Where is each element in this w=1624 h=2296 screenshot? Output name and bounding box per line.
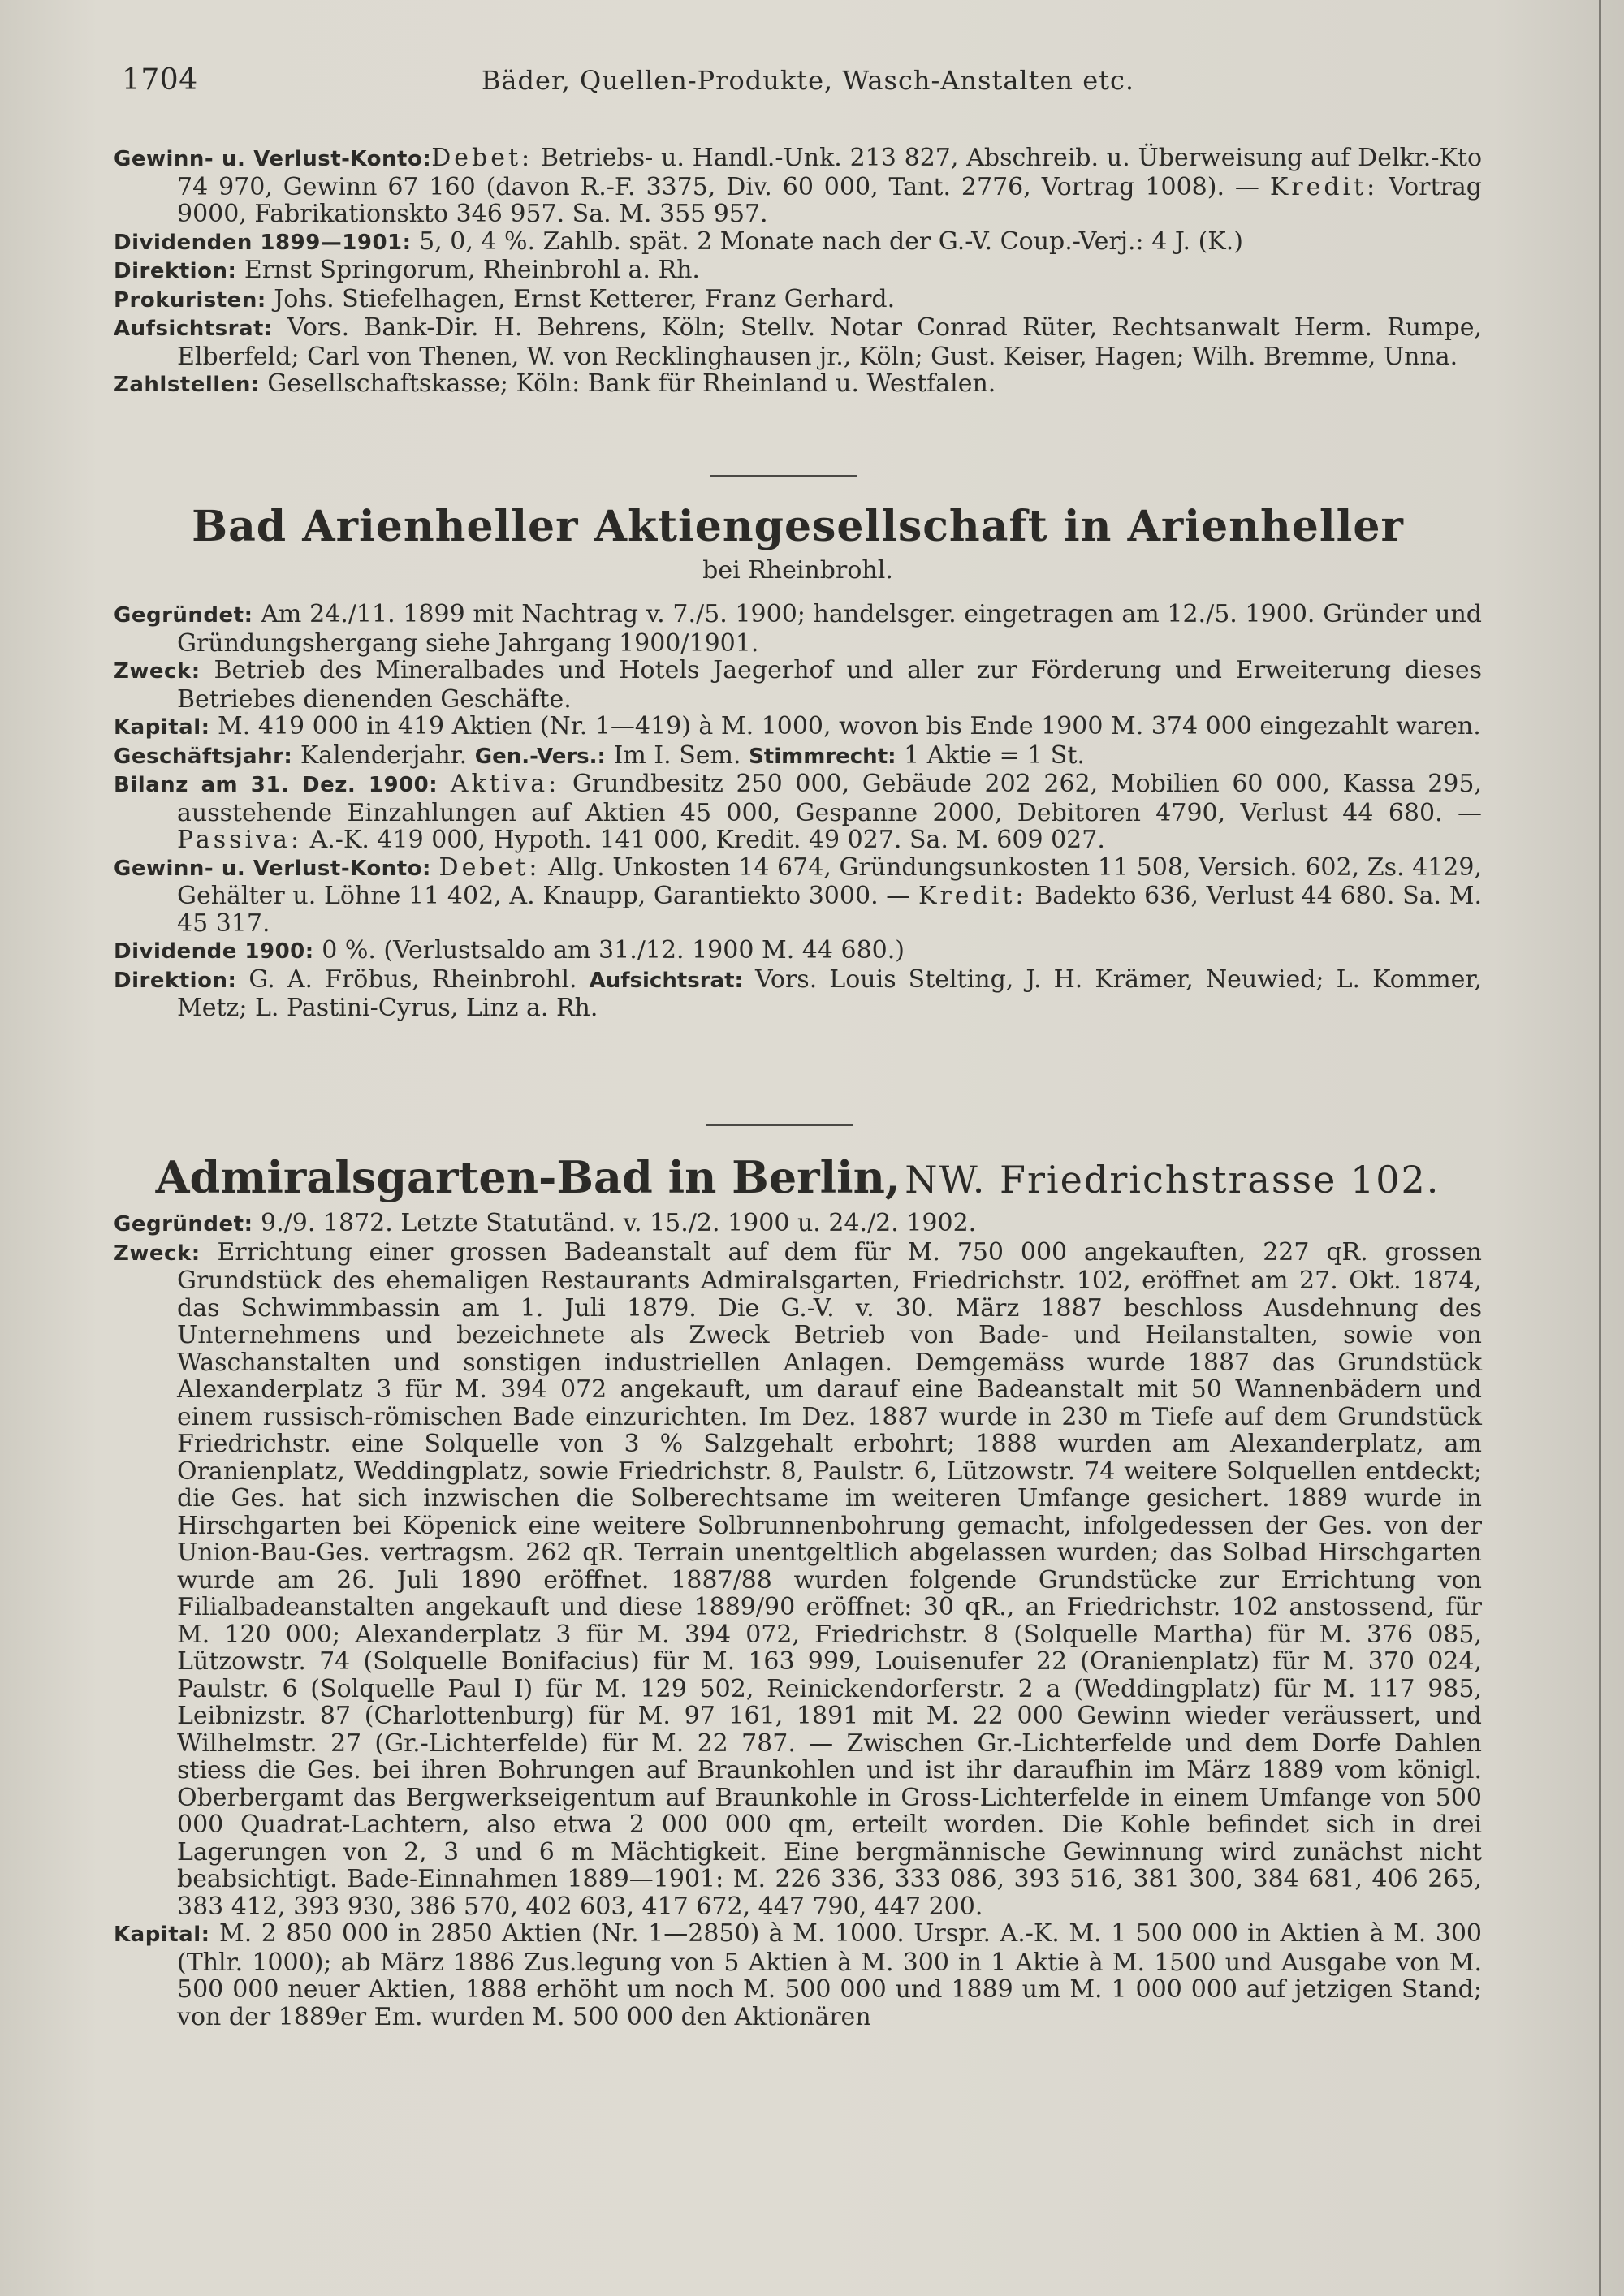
prev-company-section [114,145,1482,399]
company1-subtitle: bei Rheinbrohl. [702,556,893,585]
gegruendet-entry: Gegründet: Am 24./11. 1899 mit Nachtrag v. 7./5. 1900; handelsger. eingetragen am 12./5. 1900. Gründer und Gründungshergang siehe Jahrgang 1900/1901. [114,600,1482,658]
prev-dividenden-entry: Dividenden 1899—1901: 5, 0, 4 %. Zahlb. spät. 2 Monate nach der G.-V. Coup.-Verj.: 4 J. (K.) [114,227,1243,256]
kapital-entry: Kapital: M. 419 000 in 419 Aktien (Nr. 1—419) à M. 1000, wovon bis Ende 1900 M. 374 000 eingezahlt waren. [114,712,1481,740]
prev-zahlstellen-entry: Zahlstellen: Gesellschaftskasse; Köln: Bank für Rheinland u. Westfalen. [114,369,996,398]
entry-label: Kapital: [114,1923,210,1947]
dividende-entry: Dividende 1900: 0 %. (Verlustsaldo am 31./12. 1900 M. 44 680.) [114,936,905,965]
company2-section [114,1210,1482,2031]
section-divider [706,1124,853,1126]
zweck-entry: Zweck: Betrieb des Mineralbades und Hotels Jaegerhof und aller zur Förderung und Erweiterung dieses Betriebes dienenden Geschäfte. [114,656,1482,714]
entry-label: Prokuristen: [114,287,266,313]
bilanz-entry: Bilanz am 31. Dez. 1900: Aktiva: Grundbesitz 250 000, Gebäude 202 262, Mobilien 60 000, Kassa 295, ausstehende Einzahlungen auf Aktien 45 000, Gespanne 2000, Debitoren 4790, Verlust 44 680. — Passiva: A.-K. 419 000, Hypoth. 141 000, Kredit. 49 027. Sa. M. 609 027. [114,770,1482,854]
direktion-entry: Direktion: G. A. Fröbus, Rheinbrohl. Aufsichtsrat: Vors. Louis Stelting, J. H. Krämer, Neuwied; L. Kommer, Metz; L. Pastini-Cyrus, Linz a. Rh. [114,965,1482,1022]
page-edge-line [1599,0,1601,2296]
prev-gewinn-entry: Gewinn- u. Verlust-Konto:Debet: Betriebs- u. Handl.-Unk. 213 827, Abschreib. u. Überweisung auf Delkr.-Kto 74 970, Gewinn 67 160 (davon R.-F. 3375, Div. 60 000, Tant. 2776, Vortrag 1008). — Kredit: Vortrag 9000, Fabrikationskto 346 957. Sa. M. 355 957. [114,144,1483,228]
geschaeftsjahr-entry: Geschäftsjahr: Kalenderjahr. Gen.-Vers.: Im I. Sem. Stimmrecht: 1 Aktie = 1 St. [114,740,1085,770]
kapital-entry: Kapital: M. 2 850 000 in 2850 Aktien (Nr. 1—2850) à M. 1000. Urspr. A.-K. M. 1 500 000 in Aktien à M. 300 (Thlr. 1000); ab März 1886 Zus.legung von 5 Aktien à M. 300 in 1 Aktie à M. 1500 und Ausgabe von M. 500 000 neuer Aktien, 1888 erhöht um noch M. 500 000 und 1889 um M. 1 000 000 auf jetzigen Stand; von der 1889er Em. wurden M. 500 000 den Aktionären [114,1919,1482,2031]
prev-prokuristen-entry: Prokuristen: Johs. Stiefelhagen, Ernst Ketterer, Franz Gerhard. [114,284,896,313]
entry-label: Zahlstellen: [114,373,260,397]
page-number: 1704 [122,63,198,97]
company2-title [114,1151,1482,1203]
gewinn-entry: Gewinn- u. Verlust-Konto: Debet: Allg. Unkosten 14 674, Gründungsunkosten 11 508, Versich. 602, Zs. 4129, Gehälter u. Löhne 11 402, A. Knaupp, Garantiekto 3000. — Kredit: Badekto 636, Verlust 44 680. Sa. M. 45 317. [114,852,1483,938]
entry-label: Direktion: [114,968,237,993]
entry-label: Kapital: [114,715,210,740]
entry-label: Gewinn- u. Verlust-Konto: [114,147,432,171]
entry-label: Aufsichtsrat: [114,317,273,341]
header-title: Bäder, Quellen-Produkte, Wasch-Anstalten etc. [481,65,1135,96]
entry-label: Zweck: [114,659,201,684]
entry-label: Bilanz am 31. Dez. 1900: [114,773,438,797]
zweck-entry: Zweck: Errichtung einer grossen Badeanstalt auf dem für M. 750 000 angekauften, 227 qR. grossen Grundstück des ehemaligen Restaurants Admiralsgarten, Friedrichstr. 102, eröffnet am 27. Okt. 1874, das Schwimmbassin am 1. Juli 1879. Die G.-V. v. 30. März 1887 beschloss Ausdehnung des Unternehmens und bezeichnete als Zweck Betrieb von Bade- und Heilanstalten, sowie von Waschanstalten und sonstigen industriellen Anlagen. Demgemäss wurde 1887 das Grundstück Alexanderplatz 3 für M. 394 072 angekauft, um darauf eine Badeanstalt mit 50 Wannenbädern und einem russisch-römischen Bade einzurichten. Im Dez. 1887 wurde in 230 m Tiefe auf dem Grundstück Friedrichstr. eine Solquelle von 3 % Salzgehalt erbohrt; 1888 wurden am Alexanderplatz, am Oranienplatz, Weddingplatz, sowie Friedrichstr. 8, Paulstr. 6, Lützowstr. 74 weitere Solquellen entdeckt; die Ges. hat sich inzwischen die Solberechtsame im weiteren Umfange gesichert. 1889 wurde in Hirschgarten bei Köpenick eine weitere Solbrunnenbohrung gemacht, infolgedessen der Ges. von der Union-Bau-Ges. vertragsm. 262 qR. Terrain unentgeltlich abgelassen wurden; das Solbad Hirschgarten wurde am 26. Juli 1890 eröffnet. 1887/88 wurden folgende Grundstücke zur Errichtung von Filialbadeanstalten angekauft und diese 1889/90 eröffnet: 30 qR., an Friedrichstr. 102 anstossend, für M. 120 000; Alexanderplatz 3 für M. 394 072, Friedrichstr. 8 (Solquelle Martha) für M. 376 085, Lützowstr. 74 (Solquelle Bonifacius) für M. 163 999, Louisenufer 22 (Oranienplatz) für M. 370 024, Paulstr. 6 (Solquelle Paul I) für M. 129 502, Reinickendorferstr. 2 a (Weddingplatz) für M. 117 985, Leibnizstr. 87 (Charlottenburg) für M. 97 161, 1891 mit M. 22 000 Gewinn wieder veräussert, und Wilhelmstr. 27 (Gr.-Lichterfelde) für M. 22 787. — Zwischen Gr.-Lichterfelde und dem Dorfe Dahlen stiess die Ges. bei ihren Bohrungen auf Braunkohlen und ist ihr daraufhin im März 1889 vom königl. Oberbergamt das Bergwerkseigentum auf Braunkohle in Gross-Lichterfelde in einem Umfange von 500 000 Quadrat-Lachtern, also etwa 2 000 000 qm, erteilt worden. Die Kohle befindet sich in drei Lagerungen von 2, 3 und 6 m Mächtigkeit. Eine bergmännische Gewinnung wird zunächst nicht beabsichtigt. Bade-Einnahmen 1889—1901: M. 226 336, 333 086, 393 516, 381 300, 384 681, 406 265, 383 412, 393 930, 386 570, 402 603, 417 672, 447 790, 447 200. [114,1237,1482,1921]
entry-label: Dividende 1900: [114,939,314,964]
section-divider [710,475,857,477]
entry-label: Direktion: [114,259,237,283]
entry-label: Dividenden 1899—1901: [114,230,412,255]
entry-label: Geschäftsjahr: [114,744,293,769]
entry-label: Zweck: [114,1241,201,1266]
prev-aufsichtsrat-entry: Aufsichtsrat: Vors. Bank-Dir. H. Behrens, Köln; Stellv. Notar Conrad Rüter, Rechtsanwalt Herm. Rumpe, Elberfeld; Carl von Thenen, W. von Recklinghausen jr., Köln; Gust. Keiser, Hagen; Wilh. Bremme, Unna. [114,313,1482,371]
entry-label: Gegründet: [114,1212,253,1236]
running-header [122,63,1494,104]
company2-title-address: NW. Friedrichstrasse 102. [905,1158,1440,1202]
company2-title-main: Admiralsgarten-Bad in Berlin, [155,1151,901,1203]
company1-title: Bad Arienheller Aktiengesellschaft in Arienheller [192,502,1404,551]
entry-label: Gegründet: [114,603,253,628]
gegruendet-entry: Gegründet: 9./9. 1872. Letzte Statutänd. v. 15./2. 1900 u. 24./2. 1902. [114,1209,977,1237]
prev-direktion-entry: Direktion: Ernst Springorum, Rheinbrohl a. Rh. [114,256,700,284]
company1-section [114,601,1482,1022]
entry-label: Gewinn- u. Verlust-Konto: [114,856,431,881]
